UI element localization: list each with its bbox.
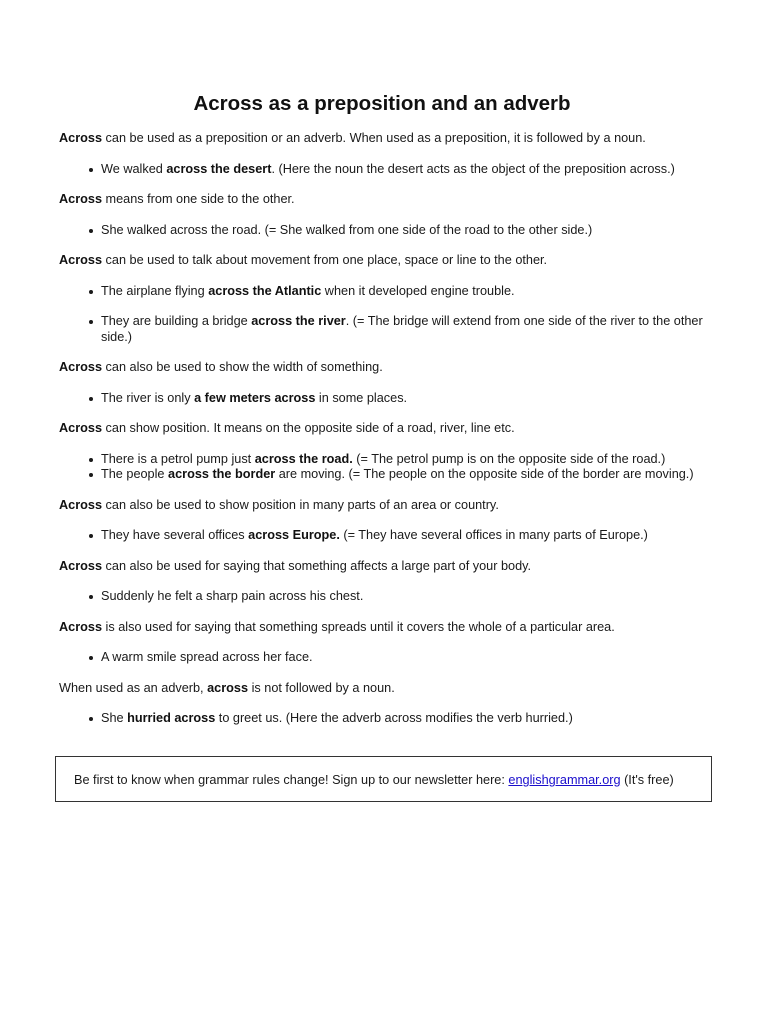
example-list bbox=[59, 162, 719, 178]
keyword: across bbox=[207, 680, 249, 695]
example-list bbox=[59, 711, 719, 727]
section-intro: Across can be used as a preposition or an adverb. When used as a preposition, it is followed by a noun. bbox=[59, 131, 646, 145]
keyword: Across bbox=[59, 131, 103, 145]
document-body bbox=[59, 131, 719, 742]
section-intro: When used as an adverb, across is not followed by a noun. bbox=[59, 680, 395, 695]
list-item: A warm smile spread across her face. bbox=[101, 650, 719, 666]
example-list bbox=[59, 452, 719, 483]
list-item: Suddenly he felt a sharp pain across his chest. bbox=[101, 589, 719, 605]
list-item: She hurried across to greet us. (Here the adverb across modifies the verb hurried.) bbox=[101, 711, 719, 727]
keyword: Across bbox=[59, 497, 103, 512]
newsletter-text: Be first to know when grammar rules change! Sign up to our newsletter here: bbox=[74, 773, 509, 787]
newsletter-box bbox=[55, 756, 712, 802]
keyword: Across bbox=[59, 192, 103, 206]
section-intro: Across can show position. It means on the opposite side of a road, river, line etc. bbox=[59, 421, 515, 435]
list-item: We walked across the desert. (Here the noun the desert acts as the object of the preposition across.) bbox=[101, 162, 719, 178]
keyword: Across bbox=[59, 558, 103, 573]
newsletter-suffix: (It's free) bbox=[620, 773, 674, 787]
page-title: Across as a preposition and an adverb bbox=[193, 92, 571, 115]
list-item: They have several offices across Europe. (= They have several offices in many parts of Europe.) bbox=[101, 528, 719, 544]
keyword: Across bbox=[59, 619, 103, 634]
list-item: The people across the border are moving. (= The people on the opposite side of the border are moving.) bbox=[101, 467, 719, 483]
example-list bbox=[59, 391, 719, 407]
list-item: There is a petrol pump just across the road. (= The petrol pump is on the opposite side of the road.) bbox=[101, 452, 719, 468]
example-list bbox=[59, 528, 719, 544]
section-intro: Across is also used for saying that something spreads until it covers the whole of a particular area. bbox=[59, 619, 615, 634]
section-intro: Across can also be used for saying that something affects a large part of your body. bbox=[59, 558, 532, 573]
keyword: Across bbox=[59, 360, 103, 374]
list-item: The airplane flying across the Atlantic when it developed engine trouble. bbox=[101, 284, 719, 300]
newsletter-link[interactable]: englishgrammar.org bbox=[508, 773, 621, 787]
section-intro: Across can also be used to show position in many parts of an area or country. bbox=[59, 497, 499, 512]
keyword: Across bbox=[59, 253, 103, 267]
section-intro: Across can be used to talk about movement from one place, space or line to the other. bbox=[59, 253, 548, 267]
list-item: They are building a bridge across the river. (= The bridge will extend from one side of the river to the other side.) bbox=[101, 314, 719, 345]
list-item: The river is only a few meters across in some places. bbox=[101, 391, 719, 407]
example-list bbox=[59, 589, 719, 605]
example-list bbox=[59, 284, 719, 346]
list-item: She walked across the road. (= She walked from one side of the road to the other side.) bbox=[101, 223, 719, 239]
section-intro: Across can also be used to show the width of something. bbox=[59, 360, 383, 374]
example-list bbox=[59, 223, 719, 239]
keyword: Across bbox=[59, 421, 103, 435]
section-intro: Across means from one side to the other. bbox=[59, 192, 295, 206]
example-list bbox=[59, 650, 719, 666]
